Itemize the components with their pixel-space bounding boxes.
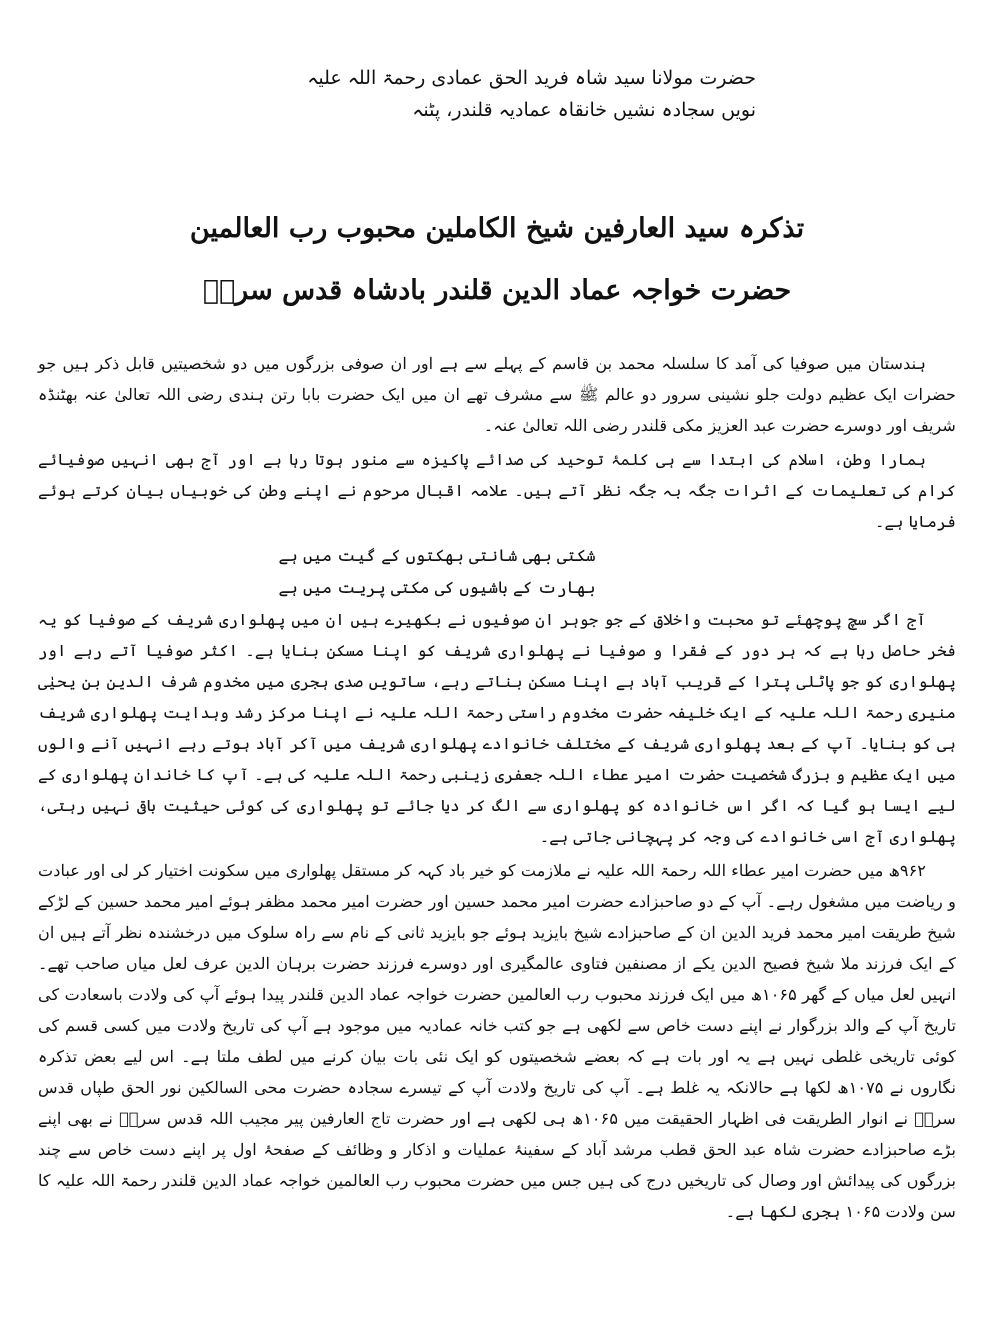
- paragraph-1: ہندستان میں صوفیا کی آمد کا سلسلہ محمد بن قاسم کے پہلے سے ہے اور ان صوفی بزرگوں میں دو شخصیتیں قابل ذکر ہیں جو حضرات ایک عظیم دولت جلو نشینی سرور دو عالم ﷺ سے مشرف تھے ان میں ایک حضرت بابا رتن ہندی رضی اللہ تعالیٰ عنہ بھٹنڈہ شریف اور دوسرے حضرت عبد العزیز مکی قلندر رضی اللہ تعالیٰ عنہ۔: [38, 354, 956, 435]
- title-line-1: تذکرہ سید العارفین شیخ الکاملین محبوب رب العالمین: [189, 213, 805, 244]
- title-line-2: حضرت خواجہ عماد الدین قلندر بادشاہ قدس سرہٗ: [202, 275, 792, 306]
- verse-line-1: شکتی بھی شانتی بھکتوں کے گیت میں ہے: [278, 546, 596, 565]
- title-block: [120, 198, 874, 322]
- verse-line-2: بھارت کے باشیوں کی مکتی پریت میں ہے: [278, 578, 596, 597]
- paragraph-3: آج اگر سچ پوچھئے تو محبت واخلاق کے جو جوہر ان صوفیوں نے بکھیرے ہیں ان میں پھلواری شریف کے صوفیا کو یہ فخر حاصل رہا ہے کہ ہر دور کے فقرا و صوفیا نے پھلواری شریف کو اپنا مسکن بنایا ہے۔ اکثر صوفیا آتے رہے اور پھلواری کو جو پاٹلی پترا کے قریب آباد ہے اپنا مسکن بناتے رہے، ساتویں صدی ہجری میں مخدوم شرف الدین بن یحیٰی منیری رحمۃ اللہ علیہ کے ایک خلیفہ حضرت مخدوم راستی رحمۃ اللہ علیہ نے اپنا مرکز رشد وہدایت پھلواری شریف ہی کو بنایا۔ آپ کے بعد پھلواری شریف کے مختلف خانوادے پھلواری شریف میں آکر آباد ہوتے رہے انہیں آنے والوں میں ایک عظیم و بزرگ شخصیت حضرت امیر عطاء اللہ جعفری زینبی رحمۃ اللہ علیہ کی ہے۔ آپ کا خاندان پھلواری کے لیے ایسا ہو گیا کہ اگر اس خانوادہ کو پھلواری سے الگ کر دیا جائے تو پھلواری کی کوئی حیثیت باقی نہیں رہتی، پھلواری آج اسی خانوادے کی وجہ کر پہچانی جاتی ہے۔: [38, 610, 956, 846]
- author-block: [236, 62, 756, 126]
- paragraph-2: ہمارا وطن، اسلام کی ابتدا سے ہی کلمۂ توحید کی صدائے پاکیزہ سے منور ہوتا رہا ہے اور آج بھی انہیں صوفیائے کرام کی تعلیمات کے اثرات جگہ بہ جگہ نظر آتے ہیں۔ علامہ اقبال مرحوم نے اپنے وطن کی خوبیاں بیان کرتے ہوئے فرمایا ہے۔: [38, 450, 956, 531]
- author-name: حضرت مولانا سید شاہ فرید الحق عمادی رحمۃ اللہ علیہ: [307, 67, 756, 89]
- verse-block: [38, 540, 956, 604]
- body-text: [38, 348, 956, 1230]
- author-position: نویں سجادہ نشیں خانقاہ عمادیہ قلندر، پٹنہ: [412, 99, 756, 121]
- paragraph-4: ۹۶۲ھ میں حضرت امیر عطاء اللہ رحمۃ اللہ علیہ نے ملازمت کو خیر باد کہہ کر مستقل پھلواری میں سکونت اختیار کر لی اور عبادت و ریاضت میں مشغول رہے۔ آپ کے دو صاحبزادے حضرت امیر محمد حسین اور حضرت امیر محمد مظفر ہوئے امیر محمد حسین کے لڑکے شیخ طریقت امیر محمد فرید الدین ان کے صاحبزادے شیخ بایزید ہوئے جو بایزید ثانی کے نام سے راہ سلوک میں درخشندہ نظر آتے ہیں ان کے ایک فرزند ملا شیخ فصیح الدین یکے از مصنفین فتاوی عالمگیری اور دوسرے فرزند حضرت برہان الدین عرف لعل میاں صاحب تھے۔ انہیں لعل میاں کے گھر ۱۰۶۵ھ میں ایک فرزند محبوب رب العالمین حضرت خواجہ عماد الدین قلندر پیدا ہوئے آپ کی ولادت باسعادت کی تاریخ آپ کے والد بزرگوار نے اپنے دست خاص سے لکھی ہے جو کتب خانہ عمادیہ میں موجود ہے آپ کی تاریخ ولادت میں کسی قسم کی کوئی تاریخی غلطی نہیں ہے یہ اور بات ہے کہ بعضے شخصیتوں کو ایک نئی بات بیان کرنے میں لطف ملتا ہے۔ اس لیے بعض تذکرہ نگاروں نے ۱۰۷۵ھ لکھا ہے حالانکہ یہ غلط ہے۔ آپ کی تاریخ ولادت آپ کے تیسرے سجادہ حضرت محی السالکین نور الحق طپاں قدس سرہٗ نے انوار الطریقت فی اظہار الحقیقت میں ۱۰۶۵ھ ہی لکھی ہے اور حضرت تاج العارفین پیر مجیب اللہ قدس سرہٗ نے بھی اپنے بڑے صاحبزادے حضرت شاہ عبد الحق قطب مرشد آباد کے سفینۂ عملیات و اذکار و وظائف کے صفحۂ اول پر اپنے دست خاص سے چند بزرگوں کی پیدائش اور وصال کی تاریخیں درج کی ہیں جس میں حضرت محبوب رب العالمین خواجہ عماد الدین قلندر رحمۃ اللہ علیہ کا سن ولادت ۱۰۶۵ ہجری لکھا ہے۔: [38, 861, 957, 1221]
